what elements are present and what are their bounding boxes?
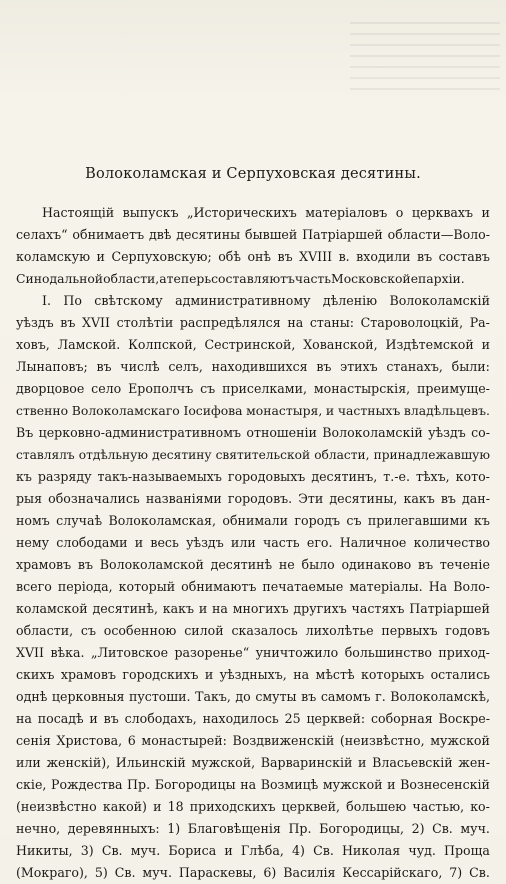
text-line: сенія Христова, 6 монастырей: Воздвиженскій (неизвѣстно, мужской <box>16 733 490 748</box>
text-line: нечно, деревянныхъ: 1) Благовѣщенія Пр. Богородицы, 2) Св. муч. <box>16 821 490 836</box>
text-line: области, съ особенною силой сказалось лихолѣтье первыхъ годовъ <box>16 623 490 638</box>
text-line: дворцовое село Ерополчъ съ приселками, монастырскія, преимуще- <box>16 381 490 396</box>
text-line: коламскую и Серпуховскую; обѣ онѣ въ XVIII в. входили въ составъ <box>16 249 490 264</box>
text-line: однѣ церковныя пустоши. Такъ, до смуты въ самомъ г. Волоколамскѣ, <box>16 689 490 704</box>
text-line: ственно Волоколамскаго Іосифова монастыря, и частныхъ владѣльцевъ. <box>16 403 490 418</box>
text-line: рыя обозначались названіями городовъ. Эти десятины, какъ въ дан- <box>16 491 490 506</box>
text-line: Настоящій выпускъ „Историческихъ матеріаловъ о церквахъ и <box>42 205 490 220</box>
text-line: номъ случаѣ Волоколамская, обнимали городъ съ прилегавшими къ <box>16 513 490 528</box>
document-body <box>16 202 490 884</box>
text-line: нему слободами и весь уѣздъ или часть его. Наличное количество <box>16 535 490 550</box>
text-line: Лынаповъ; въ числѣ селъ, находившихся въ этихъ станахъ, были: <box>16 359 490 374</box>
text-line: храмовъ въ Волоколамской десятинѣ не было одинаково въ теченіе <box>16 557 490 572</box>
text-line: XVII вѣка. „Литовское разоренье“ уничтожило большинство приход- <box>16 645 490 660</box>
text-line: на посадѣ и въ слободахъ, находилось 25 церквей: соборная Воскре- <box>16 711 490 726</box>
text-line: Никиты, 3) Св. муч. Бориса и Глѣба, 4) Св. Николая чуд. Проща <box>16 843 490 858</box>
text-line: коламской десятинѣ, какъ и на многихъ другихъ частяхъ Патріаршей <box>16 601 490 616</box>
text-line: ставлялъ отдѣльную десятину святительской области, принадлежавшую <box>16 448 490 462</box>
text-line: всего періода, который обнимаютъ печатаемые матеріалы. На Воло- <box>16 579 490 594</box>
text-line: Въ церковно-административномъ отношеніи Волоколамскій уѣздъ со- <box>16 425 490 440</box>
text-line: селахъ“ обнимаетъ двѣ десятины бывшей Патріаршей области—Воло- <box>16 227 490 242</box>
page-title: Волоколамская и Серпуховская десятины. <box>85 166 421 182</box>
bleed-through-text <box>350 22 500 92</box>
text-line: ховъ, Ламской. Колпской, Сестринской, Хованской, Издѣтемской и <box>16 337 490 352</box>
text-line: Синодальной области, а теперь составляютъ часть Московской епархіи. <box>16 271 465 286</box>
text-line: или женскій), Ильинскій мужской, Варваринскій и Власьевскій жен- <box>16 755 490 770</box>
text-line: къ разряду такъ-называемыхъ городовыхъ десятинъ, т.-е. тѣхъ, кото- <box>16 469 490 484</box>
text-line: скіе, Рождества Пр. Богородицы на Возмицѣ мужской и Вознесенскій <box>16 777 490 792</box>
text-line: I. По свѣтскому административному дѣленію Волоколамскій <box>42 293 490 308</box>
text-line: (неизвѣстно какой) и 18 приходскихъ церквей, большею частью, ко- <box>16 799 490 814</box>
text-line: скихъ храмовъ городскихъ и уѣздныхъ, на мѣстѣ которыхъ остались <box>16 667 490 682</box>
text-line: (Мокраго), 5) Св. муч. Параскевы, 6) Василія Кессарійскаго, 7) Св. <box>16 865 490 880</box>
text-line: уѣздъ въ XVII столѣтіи распредѣлялся на станы: Староволоцкій, Ра- <box>16 315 490 330</box>
